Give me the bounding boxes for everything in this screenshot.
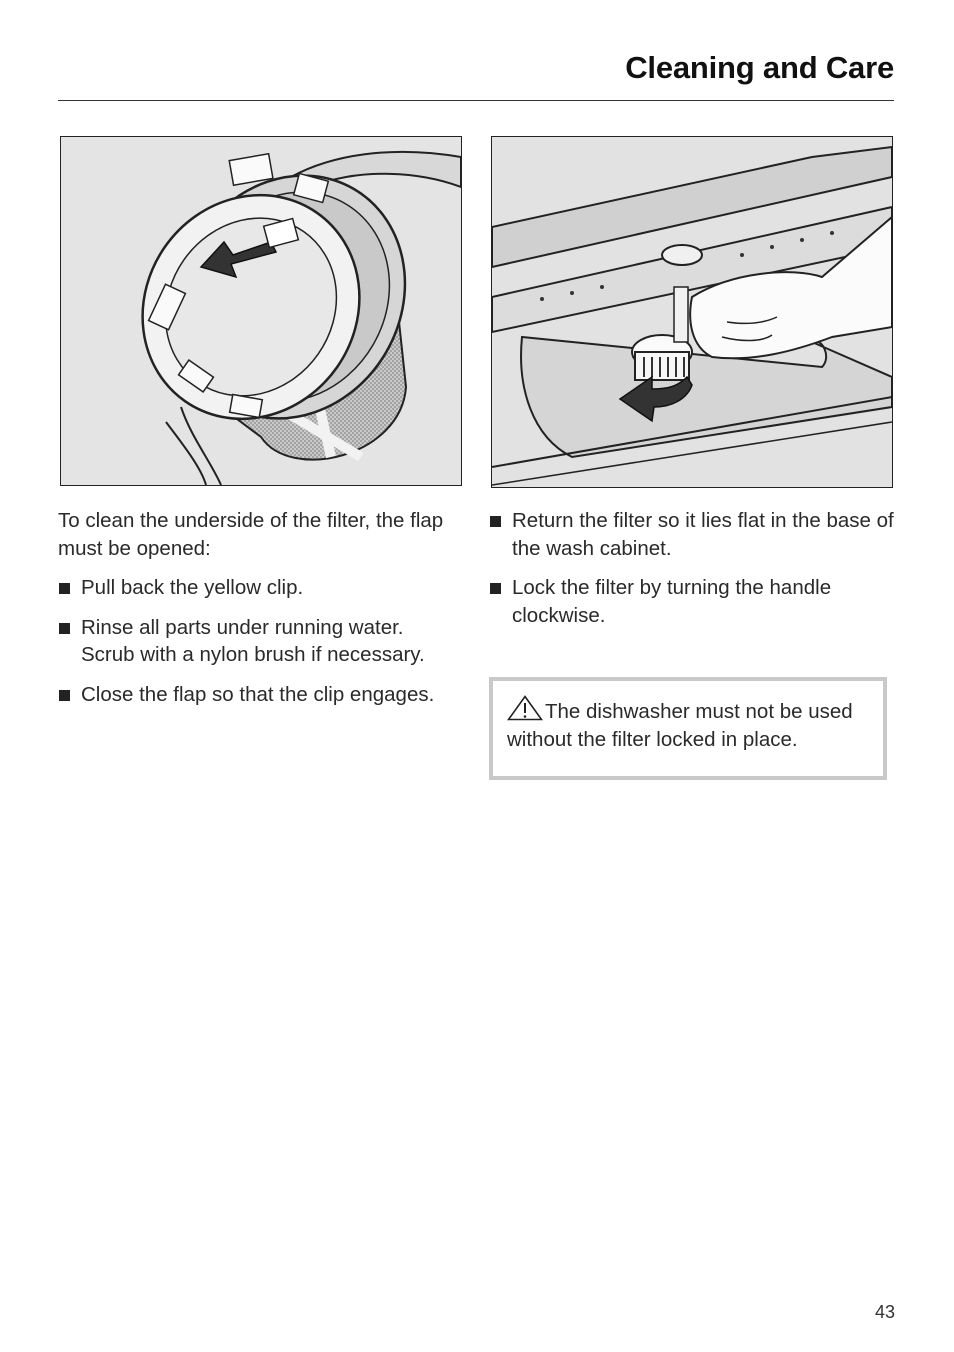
list-item <box>58 681 458 709</box>
header-rule <box>58 100 894 101</box>
page-number: 43 <box>874 1302 895 1322</box>
warning-text: The dishwasher must not be used without the filter locked in place. <box>507 700 853 751</box>
list-item-text: Close the flap so that the clip engages. <box>81 682 435 706</box>
list-item-text: Lock the filter by turning the handle clockwise. <box>512 576 832 627</box>
list-item <box>489 574 894 629</box>
list-item <box>58 614 458 669</box>
filter-flap-illustration <box>60 136 462 486</box>
left-column <box>58 507 458 720</box>
page-title: Cleaning and Care <box>625 50 894 85</box>
bullet-square-icon <box>490 516 501 527</box>
bullet-square-icon <box>59 690 70 701</box>
right-column <box>489 507 894 641</box>
warning-box <box>489 677 887 780</box>
intro-text: To clean the underside of the filter, the flap must be opened: <box>58 509 444 560</box>
list-item-text: Rinse all parts under running water. Scrub with a nylon brush if necessary. <box>81 615 425 666</box>
list-item <box>58 574 458 602</box>
warning-triangle-icon <box>507 695 543 721</box>
bullet-square-icon <box>59 583 70 594</box>
filter-return-illustration <box>491 136 893 488</box>
list-item-text: Pull back the yellow clip. <box>81 576 304 599</box>
bullet-square-icon <box>59 623 70 634</box>
list-item <box>489 507 894 562</box>
list-item-text: Return the filter so it lies flat in the base of the wash cabinet. <box>512 509 894 560</box>
bullet-square-icon <box>490 583 501 594</box>
